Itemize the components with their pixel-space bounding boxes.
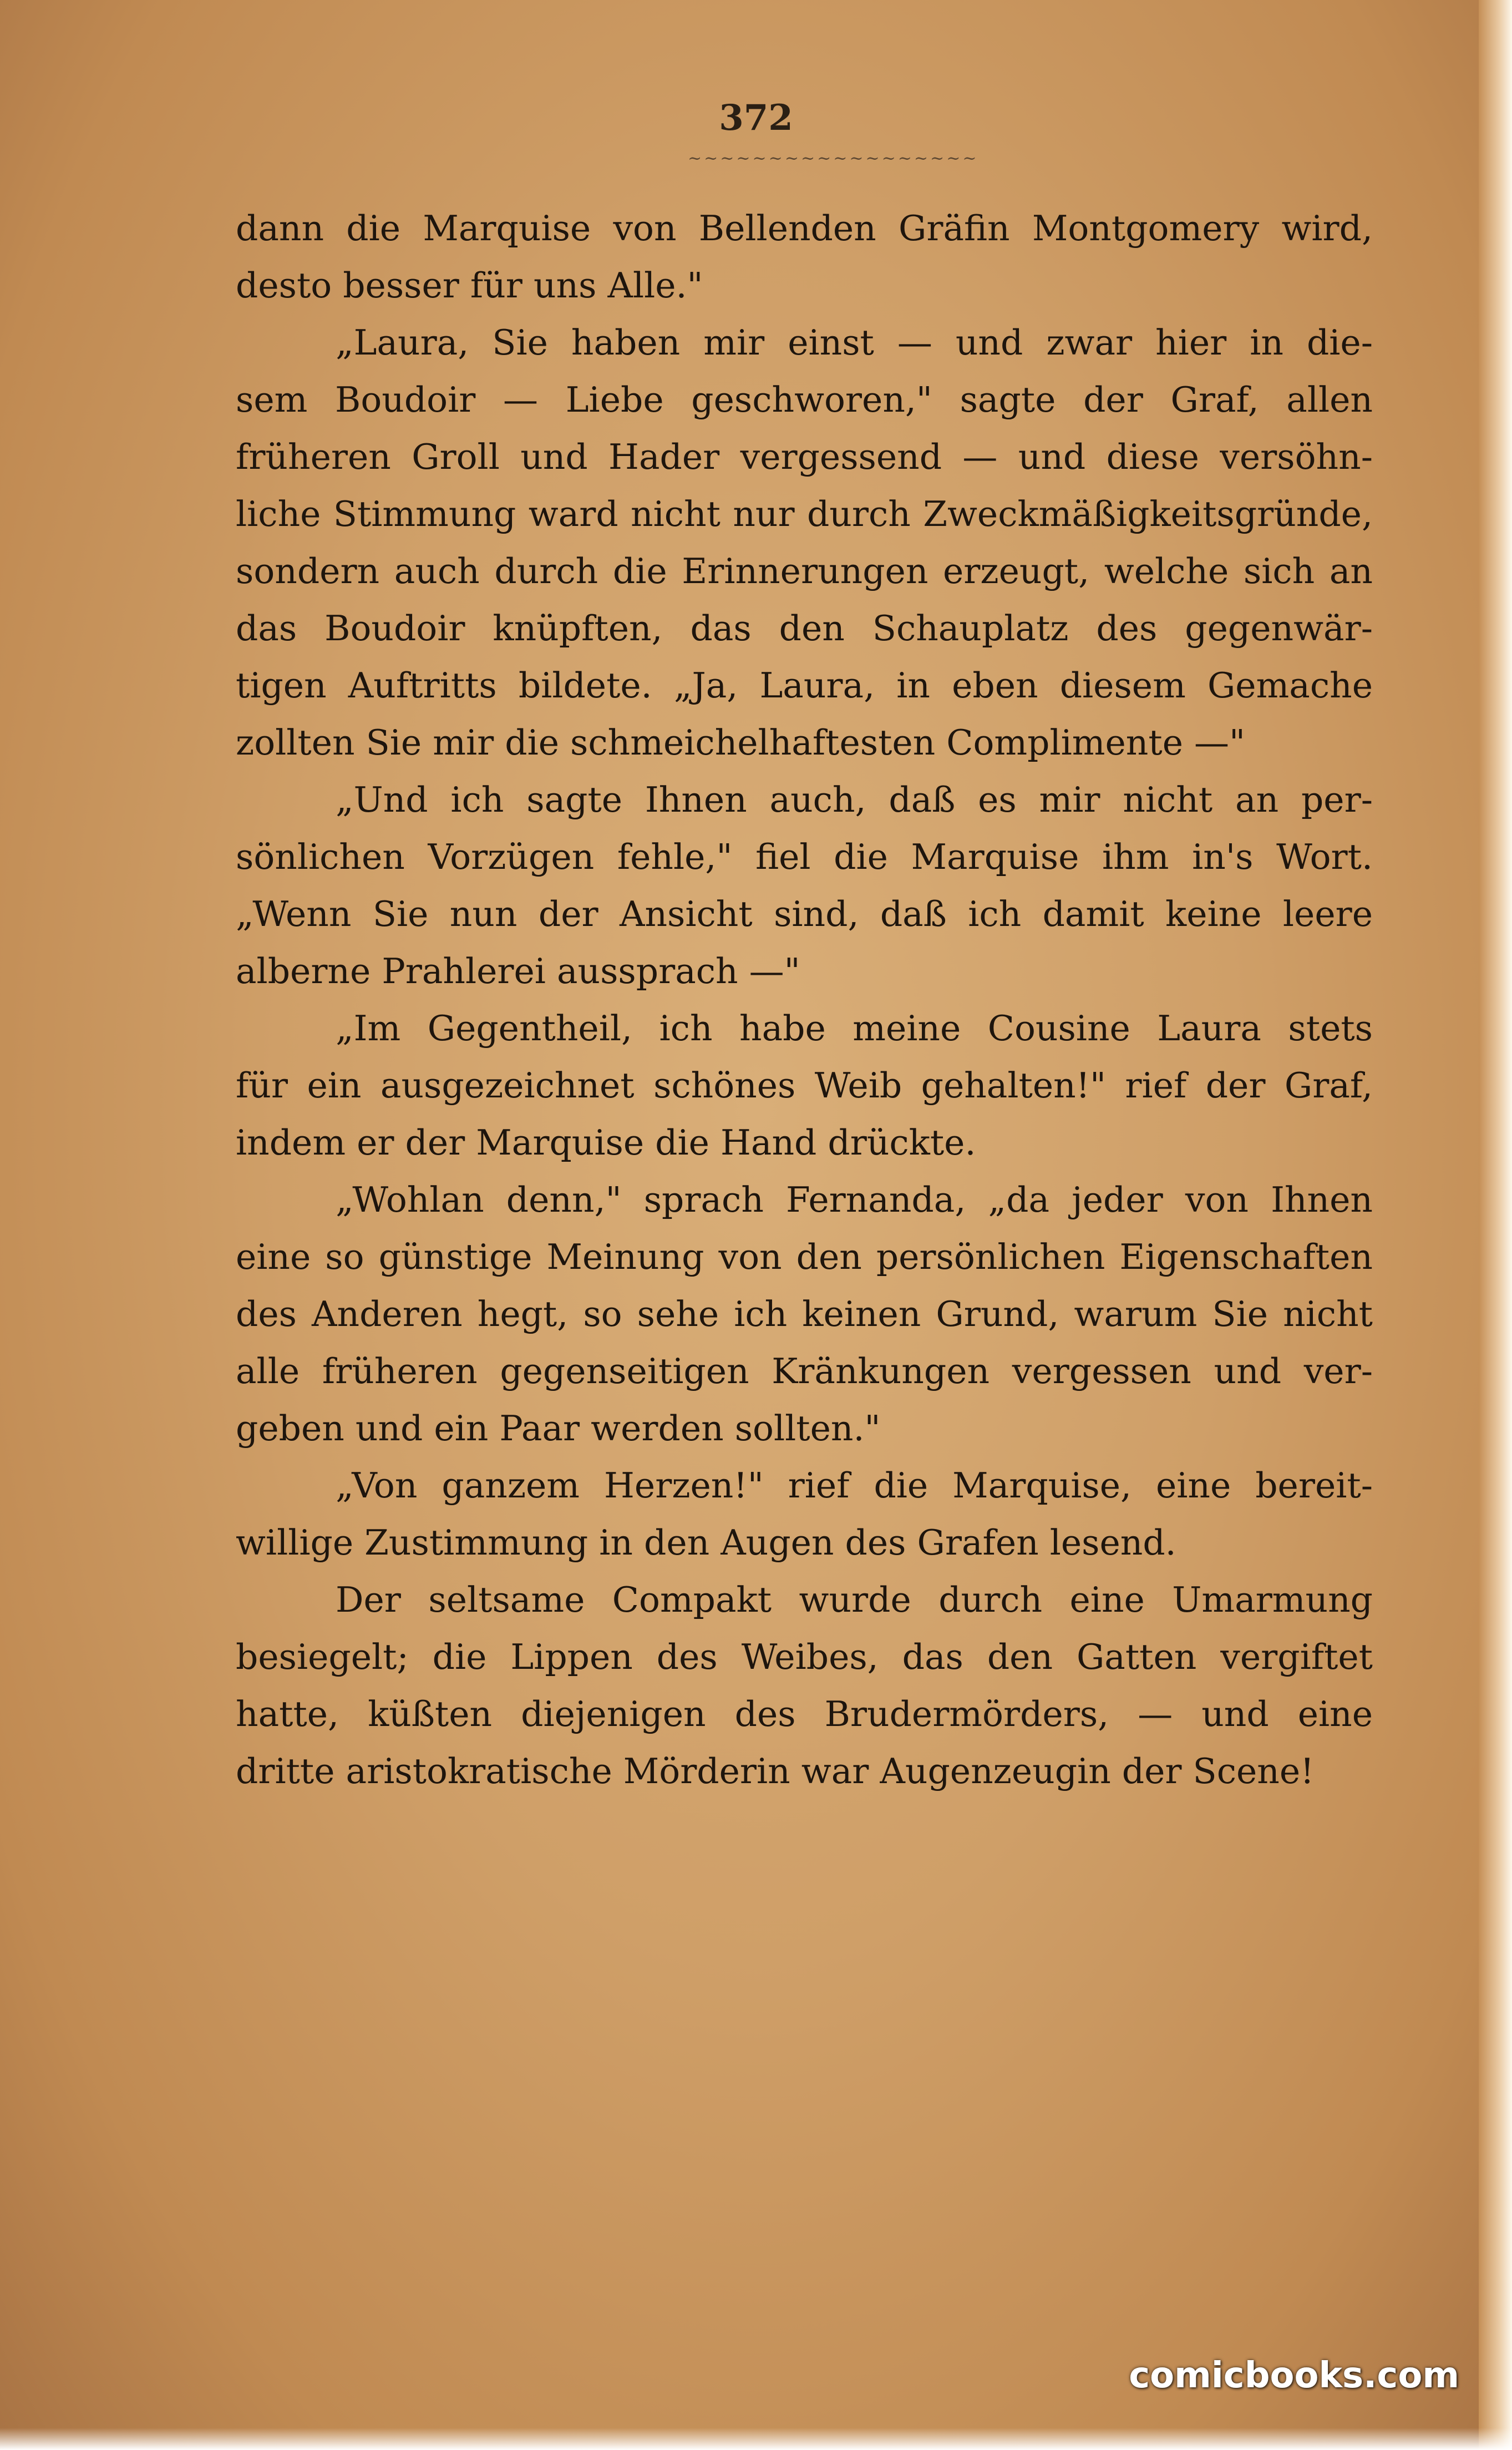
text-line: tigen Auftritts bildete. „Ja, Laura, in eben diesem Gemache: [236, 665, 1373, 706]
text-line: desto besser für uns Alle.": [236, 265, 703, 306]
text-line: hatte, küßten diejenigen des Brudermörders, — und eine: [236, 1694, 1373, 1734]
text-line: „Wenn Sie nun der Ansicht sind, daß ich damit keine leere: [236, 894, 1373, 934]
page-number: 372: [719, 97, 793, 139]
text-line: willige Zustimmung in den Augen des Grafen lesend.: [236, 1522, 1176, 1563]
text-line: „Wohlan denn," sprach Fernanda, „da jeder von Ihnen: [336, 1180, 1373, 1220]
text-line: sem Boudoir — Liebe geschworen," sagte der Graf, allen: [236, 379, 1373, 420]
text-line: alberne Prahlerei aussprach —": [236, 951, 800, 991]
page-bottom-edge: [0, 2428, 1512, 2450]
text-line: alle früheren gegenseitigen Kränkungen vergessen und ver-: [236, 1351, 1373, 1391]
text-line: dritte aristokratische Mörderin war Augenzeugin der Scene!: [236, 1751, 1315, 1791]
text-line: sönlichen Vorzügen fehle," fiel die Marquise ihm in's Wort.: [236, 837, 1373, 877]
page-edge: [1479, 0, 1512, 2450]
text-line: das Boudoir knüpften, das den Schauplatz des gegenwär-: [236, 608, 1373, 649]
text-line: „Von ganzem Herzen!" rief die Marquise, eine bereit-: [336, 1465, 1373, 1506]
text-line: des Anderen hegt, so sehe ich keinen Grund, warum Sie nicht: [236, 1294, 1373, 1334]
text-line: „Und ich sagte Ihnen auch, daß es mir nicht an per-: [336, 779, 1373, 820]
text-line: zollten Sie mir die schmeichelhaftesten Complimente —": [236, 722, 1245, 763]
text-line: Der seltsame Compakt wurde durch eine Umarmung: [336, 1580, 1373, 1620]
text-line: besiegelt; die Lippen des Weibes, das den Gatten vergiftet: [236, 1637, 1373, 1677]
text-line: eine so günstige Meinung von den persönlichen Eigenschaften: [236, 1237, 1373, 1277]
text-line: „Im Gegentheil, ich habe meine Cousine Laura stets: [336, 1008, 1373, 1049]
header-ornament: ~~~~~~~~~~~~~~~~~~: [688, 149, 979, 168]
text-line: sondern auch durch die Erinnerungen erzeugt, welche sich an: [236, 551, 1373, 591]
text-line: dann die Marquise von Bellenden Gräfin Montgomery wird,: [236, 208, 1373, 249]
text-line: liche Stimmung ward nicht nur durch Zweckmäßigkeitsgründe,: [236, 494, 1373, 534]
text-line: „Laura, Sie haben mir einst — und zwar hier in die-: [336, 322, 1373, 363]
text-line: indem er der Marquise die Hand drückte.: [236, 1122, 976, 1163]
body-text: [236, 200, 1373, 1800]
watermark: comicbooks.com: [1129, 2355, 1459, 2396]
text-line: geben und ein Paar werden sollten.": [236, 1408, 881, 1449]
text-line: für ein ausgezeichnet schönes Weib gehalten!" rief der Graf,: [236, 1065, 1373, 1106]
text-line: früheren Groll und Hader vergessend — und diese versöhn-: [236, 437, 1373, 477]
